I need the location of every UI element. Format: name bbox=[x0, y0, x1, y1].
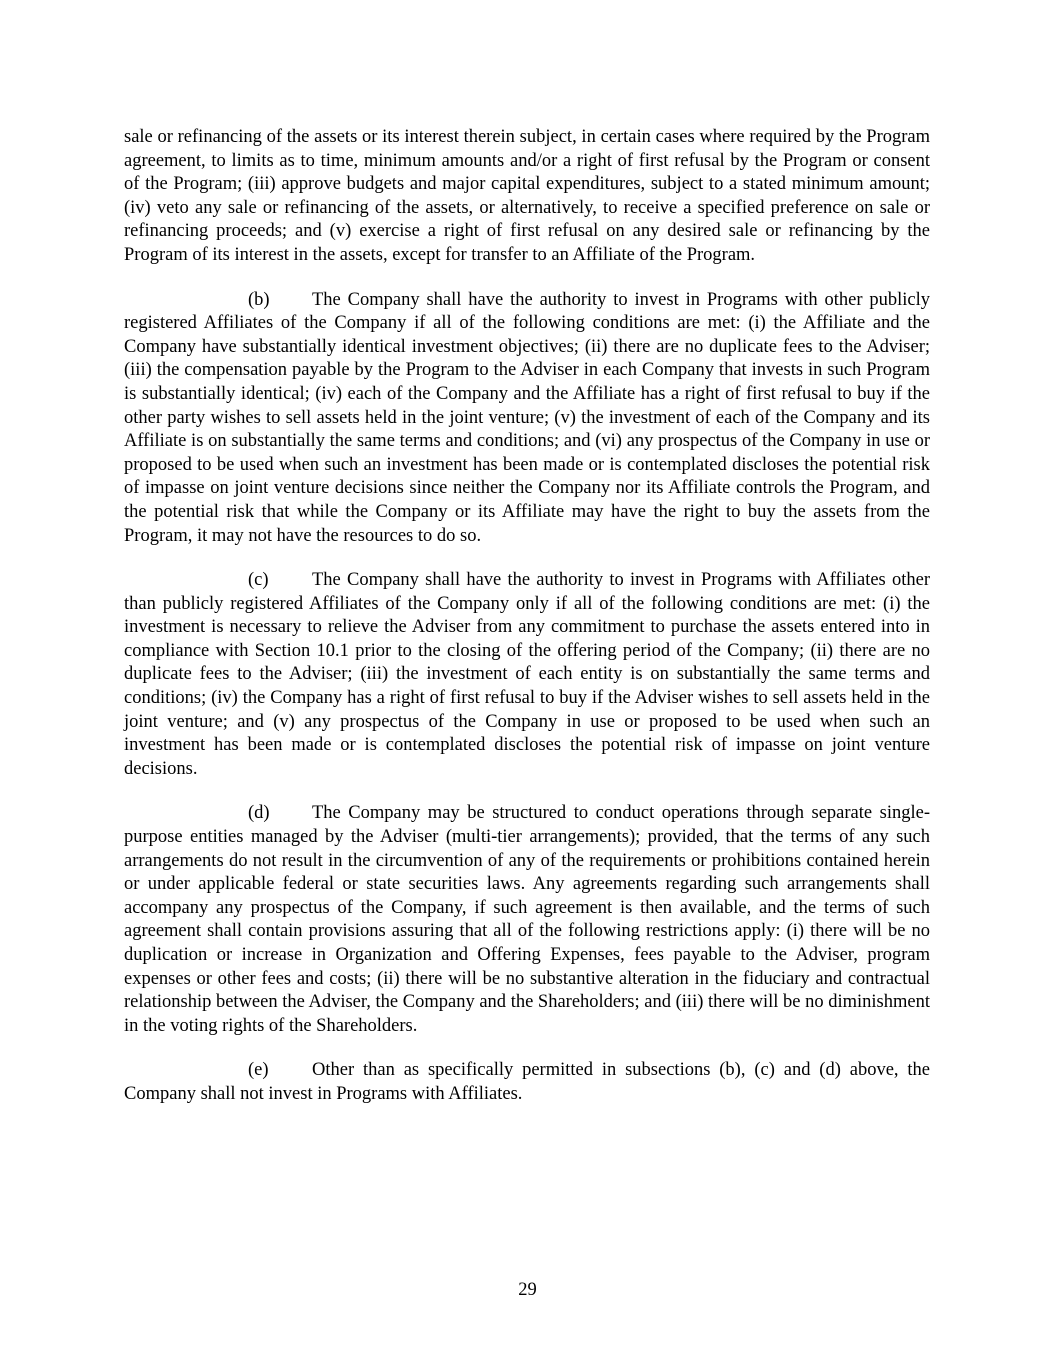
subsection-text: The Company may be structured to conduct operations through separate single-purpose entities managed by the Adviser (multi-tier arrangements); provided, that the terms of any such arrangements do not result in the circumvention of any of the requirements or prohibitions contained herein or under applicable federal or state securities laws. Any agreements regarding such arrangements shall accompany any prospectus of the Company, if such agreement is then available, and the terms of such agreement shall contain provisions assuring that all of the following restrictions apply: (i) there will be no duplication or increase in Organization and Offering Expenses, fees payable to the Adviser, program expenses or other fees and costs; (ii) there will be no substantive alteration in the fiduciary and contractual relationship between the Adviser, the Company and the Shareholders; and (iii) there will be no diminishment in the voting rights of the Shareholders. bbox=[124, 803, 930, 1036]
subsection-label: (c) bbox=[248, 570, 269, 591]
document-body bbox=[124, 126, 930, 1128]
subsection-text: Other than as specifically permitted in subsections (b), (c) and (d) above, the Company shall not invest in Programs with Affiliates. bbox=[124, 1060, 930, 1104]
subsection-label: (d) bbox=[248, 803, 270, 824]
subsection-label: (b) bbox=[248, 289, 270, 310]
subsection-e bbox=[124, 1059, 930, 1106]
subsection-text: The Company shall have the authority to invest in Programs with other publicly registered Affiliates of the Company if all of the following conditions are met: (i) the Affiliate and the Company have substantially identical investment objectives; (ii) there are no duplicate fees to the Adviser; (iii) the compensation payable by the Program to the Adviser in each Company that invests in such Program is substantially identical; (iv) each of the Company and the Affiliate has a right of first refusal to buy if the other party wishes to sell assets held in the joint venture; (v) the investment of each of the Company and its Affiliate is on substantially the same terms and conditions; and (vi) any prospectus of the Company in use or proposed to be used when such an investment has been made or is contemplated discloses the potential risk of impasse on joint venture decisions since neither the Company nor its Affiliate controls the Program, and the potential risk that while the Company or its Affiliate may have the right to buy the assets from the Program, it may not have the resources to do so. bbox=[124, 289, 930, 546]
page-number: 29 bbox=[518, 1280, 537, 1300]
subsection-d bbox=[124, 802, 930, 1038]
subsection-c bbox=[124, 569, 930, 781]
continuation-paragraph: sale or refinancing of the assets or its interest therein subject, in certain cases where required by the Program agreement, to limits as to time, minimum amounts and/or a right of first refusal by the Program or consent of the Program; (iii) approve budgets and major capital expenditures, subject to a stated minimum amount; (iv) veto any sale or refinancing of the assets, or alternatively, to receive a specified preference on sale or refinancing proceeds; and (v) exercise a right of first refusal on any desired sale or refinancing by the Program of its interest in the assets, except for transfer to an Affiliate of the Program. bbox=[124, 127, 930, 265]
subsection-label: (e) bbox=[248, 1060, 269, 1081]
subsection-b bbox=[124, 289, 930, 549]
subsection-text: The Company shall have the authority to invest in Programs with Affiliates other than publicly registered Affiliates of the Company only if all of the following conditions are met: (i) the investment is necessary to relieve the Adviser from any commitment to purchase the assets entered into in compliance with Section 10.1 prior to the closing of the offering period of the Company; (ii) there are no duplicate fees to the Adviser; (iii) the investment of each entity is on substantially the same terms and conditions; (iv) the Company has a right of first refusal to buy if the Adviser wishes to sell assets held in the joint venture; and (v) any prospectus of the Company in use or proposed to be used when such an investment has been made or is contemplated discloses the potential risk of impasse on joint venture decisions. bbox=[124, 570, 930, 779]
